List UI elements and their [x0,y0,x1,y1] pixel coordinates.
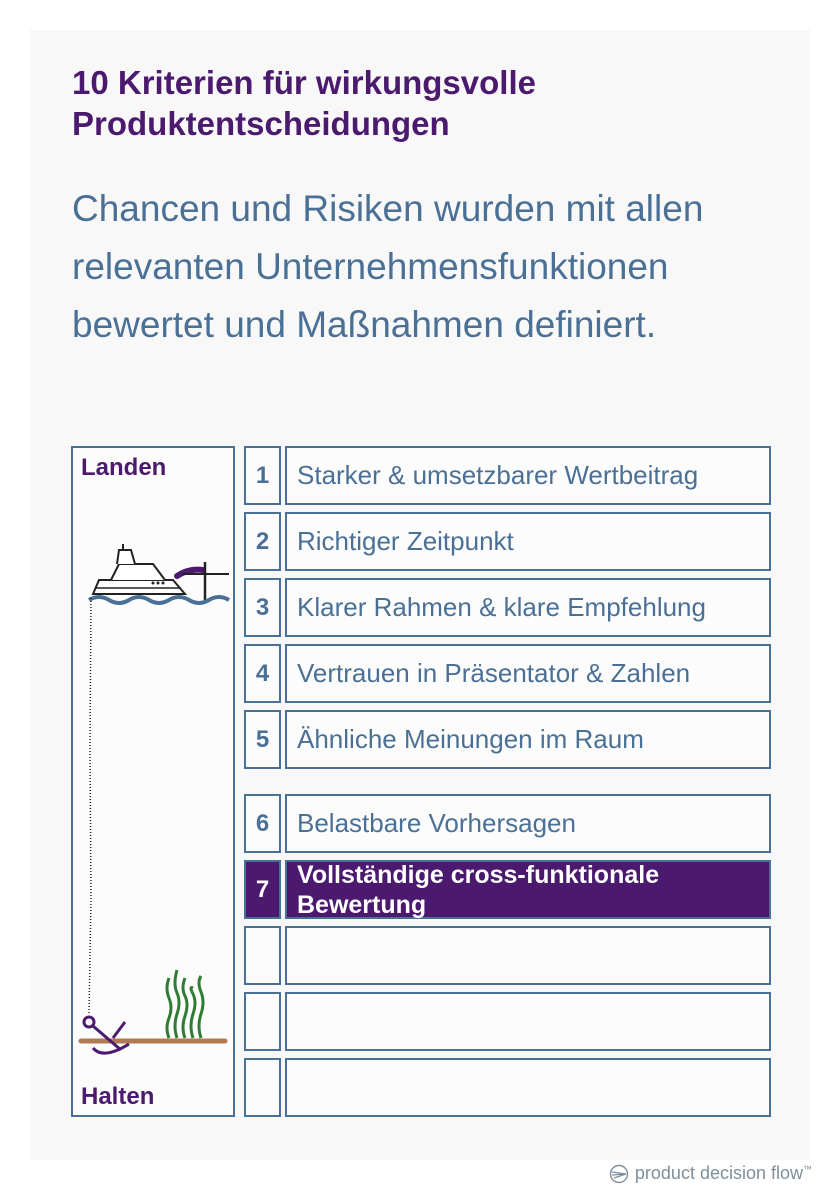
scale-bottom-label: Halten [81,1083,155,1110]
brand-name: product decision flow [634,1163,803,1183]
criterion-text: Ähnliche Meinungen im Raum [285,710,771,769]
scale-illustration [73,448,237,1119]
criterion-text [285,992,771,1051]
landen-halten-scale [71,446,235,1117]
seaweed-icon [167,970,203,1038]
scale-top-label: Landen [81,454,167,481]
criterion-number: 6 [244,794,281,853]
criterion-text: Klarer Rahmen & klare Empfehlung [285,578,771,637]
criterion-number [244,1058,281,1117]
page-title: 10 Kriterien für wirkungsvolle Produktentscheidungen [72,64,536,142]
pdf-logo-icon [609,1164,629,1184]
criterion-number [244,992,281,1051]
criterion-text: Richtiger Zeitpunkt [285,512,771,571]
criterion-number: 3 [244,578,281,637]
criterion-statement: Chancen und Risiken wurden mit allen relevanten Unternehmensfunktionen bewertet und Maßnahmen definiert. [72,188,704,345]
trademark: ™ [803,1164,812,1174]
criterion-text: Vollständige cross-funktionale Bewertung [285,860,771,919]
anchor-icon [84,1017,129,1053]
criterion-number [244,926,281,985]
criterion-text [285,926,771,985]
criterion-text: Vertrauen in Präsentator & Zahlen [285,644,771,703]
criterion-text [285,1058,771,1117]
criterion-number: 4 [244,644,281,703]
criterion-number: 5 [244,710,281,769]
brand-footer [609,1163,812,1184]
criterion-text: Starker & umsetzbarer Wertbeitrag [285,446,771,505]
yacht-icon [93,544,229,600]
criterion-text: Belastbare Vorhersagen [285,794,771,853]
criterion-number: 1 [244,446,281,505]
criterion-number: 2 [244,512,281,571]
criterion-number: 7 [244,860,281,919]
water-waves-icon [89,597,229,603]
